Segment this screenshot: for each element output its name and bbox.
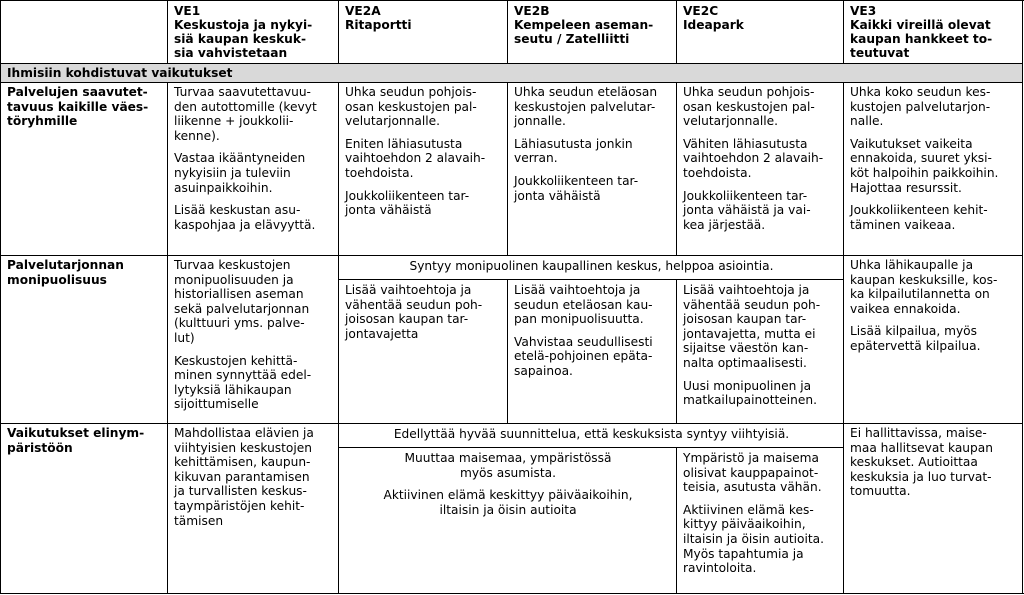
- vline-col1: [167, 0, 168, 64]
- row2-ve2c: [677, 281, 843, 416]
- vline-col5: [843, 0, 844, 64]
- row3-ve2c-p1: Ympäristö ja maisema olisivat kauppapainot- teisia, asutusta vähän.: [683, 451, 822, 495]
- row1-label-text: Palvelujen saavutet- tavuus kaikille väes- töryhmille: [7, 85, 149, 129]
- hline-row3-shared: [338, 447, 844, 448]
- row1-ve3-p2: Vaikutukset vaikeita ennakoida, suuret yksi- köt halpoihin paikkoihin. Hajottaa resurssit.: [850, 136, 999, 195]
- row3-ve2ab-p2: Aktiivinen elämä keskittyy päiväaikoihin, iltaisin ja öisin autioita: [383, 488, 633, 517]
- row2-ve1: [168, 256, 338, 420]
- row3-shared: [339, 424, 843, 446]
- row3-ve1-p1: Mahdollistaa elävien ja viihtyisien keskustojen kehittämisen, kaupun- kikuvan parantamisen ja turvallisten keskus- taympäristöjen kehit- tämisen: [174, 426, 314, 528]
- row2-ve3-p1: Uhka lähikaupalle ja kaupan keskuksille, kos- ka kilpailutilannetta on vaikea ennakoida.: [850, 258, 998, 316]
- hline-row2-bottom: [0, 423, 1023, 424]
- row2-label: [1, 256, 167, 295]
- row1-ve2c: [677, 83, 843, 240]
- row3-ve2ab-p1: Muuttaa maisemaa, ympäristössä myös asumista.: [404, 451, 612, 480]
- row1-ve2a-p2: Eniten lähiasutusta vaihtoehdon 2 alavaih- toehdoista.: [345, 136, 486, 180]
- row3-ve2c: [677, 449, 843, 584]
- hline-header-bottom: [0, 63, 1023, 64]
- row1-ve3-p1: Uhka koko seudun kes- kustojen palvelutarjon- nalle.: [850, 85, 991, 129]
- vline-col3-r2: [507, 280, 508, 424]
- row2-ve2b-p1: Lisää vaihtoehtoja ja seudun eteläosan kau- pan monipuolisuutta.: [514, 283, 653, 327]
- hline-row2-shared: [338, 279, 844, 280]
- row1-ve2b: [508, 83, 676, 211]
- row2-shared: [339, 256, 843, 278]
- vline-col4-r1: [676, 83, 677, 256]
- vline-col1-body: [167, 83, 168, 594]
- vline-col4-r3: [676, 448, 677, 594]
- table-border-left: [0, 0, 1, 594]
- row3-label-text: Vaikutukset elinym- päristöön: [7, 426, 145, 455]
- row3-ve3-p1: Ei hallittavissa, maise- maa hallitsevat kaupan keskukset. Autioittaa keskuksia ja luo turvat- tomuutta.: [850, 426, 993, 499]
- vline-col4-r2: [676, 280, 677, 424]
- header-ve2a: VE2A Ritaportti: [345, 4, 412, 32]
- header-col0: [1, 1, 167, 63]
- row1-ve2a-p3: Joukkoliikenteen tar- jonta vähäistä: [345, 188, 470, 218]
- table-border-bottom: [0, 593, 1024, 594]
- row2-ve3-p2: Lisää kilpailua, myös epätervettä kilpailua.: [850, 324, 981, 353]
- hline-section-bottom: [0, 82, 1023, 83]
- row2-ve2c-p2: Uusi monipuolinen ja matkailupainotteinen.: [683, 378, 817, 408]
- row1-ve1-p1: Turvaa saavutettavuu- den autottomille (kevyt liikenne + joukkolii- kenne).: [174, 85, 317, 143]
- row1-ve2a: [339, 83, 507, 226]
- row1-ve1-p2: Vastaa ikääntyneiden nykyisiin ja tuleviin asuinpaikkoihin.: [174, 151, 306, 195]
- table-border-top: [0, 0, 1024, 1]
- row1-ve2c-p1: Uhka seudun pohjois- osan keskustojen pal- velutarjonnalle.: [683, 85, 815, 129]
- table-border-right: [1022, 0, 1023, 594]
- row2-shared-text: Syntyy monipuolinen kaupallinen keskus, helppoa asiointia.: [409, 259, 774, 273]
- row3-label: [1, 424, 167, 463]
- header-ve2c: VE2C Ideapark: [683, 4, 744, 32]
- row3-ve2ab: [339, 449, 676, 525]
- vline-col2: [338, 0, 339, 64]
- row2-label-text: Palvelutarjonnan monipuolisuus: [7, 258, 124, 287]
- row1-ve2c-p3: Joukkoliikenteen tar- jonta vähäistä ja vai- kea järjestää.: [683, 188, 811, 232]
- row1-ve2a-p1: Uhka seudun pohjois- osan keskustojen pal- velutarjonnalle.: [345, 85, 477, 129]
- row3-ve2c-p2: Aktiivinen elämä kes- kittyy päiväaikoihin, iltaisin ja öisin autioita. Myös tapahtumia ja ravintoloita.: [683, 502, 824, 576]
- row2-ve2a: [339, 281, 507, 349]
- row1-ve1: [168, 83, 338, 240]
- vline-col5-body: [843, 83, 844, 594]
- section-title: Ihmisiin kohdistuvat vaikutukset: [1, 64, 1022, 82]
- row3-ve1: [168, 424, 338, 536]
- row2-ve1-p1: Turvaa keskustojen monipuolisuuden ja historiallisen aseman sekä palvelutarjonnan (kulttuuri yms. palve- lut): [174, 258, 310, 345]
- row2-ve2b: [508, 281, 676, 387]
- row2-ve2c-p1: Lisää vaihtoehtoja ja vähentää seudun poh- joisosan kaupan tar- jontavajetta, mutta ei sijaitse väestön kan- nalta optimaalisesti.: [683, 283, 821, 370]
- vline-col3-r1: [507, 83, 508, 256]
- row2-ve2a-p1: Lisää vaihtoehtoja ja vähentää seudun poh- joisosan kaupan tar- jontavajetta: [345, 283, 483, 341]
- row1-ve2c-p2: Vähiten lähiasutusta vaihtoehdon 2 alavaih- toehdoista.: [683, 136, 824, 180]
- row1-ve2b-p3: Joukkoliikenteen tar- jonta vähäistä: [514, 173, 639, 203]
- header-ve1: VE1 Keskustoja ja nykyi- siä kaupan keskuk- sia vahvistetaan: [174, 4, 313, 60]
- row1-ve2b-p2: Lähiasutusta jonkin verran.: [514, 136, 633, 166]
- row1-label: [1, 83, 167, 137]
- row1-ve1-p3: Lisää keskustan asu- kaspohjaa ja elävyyttä.: [174, 203, 316, 232]
- vline-col4-head: [676, 0, 677, 64]
- row2-ve2b-p2: Vahvistaa seudullisesti etelä-pohjoinen epäta- sapainoa.: [514, 334, 653, 378]
- row3-shared-text: Edellyttää hyvää suunnittelua, että keskuksista syntyy viihtyisiä.: [393, 427, 790, 441]
- row1-ve2b-p1: Uhka seudun eteläosan keskustojen palvelutar- jonnalle.: [514, 85, 658, 129]
- row1-ve3: [844, 83, 1022, 240]
- row3-ve3: [844, 424, 1022, 507]
- hline-row1-bottom: [0, 255, 1023, 256]
- row1-ve3-p3: Joukkoliikenteen kehit- täminen vaikeaa.: [850, 203, 988, 232]
- header-ve2b: VE2B Kempeleen aseman- seutu / Zatelliitti: [514, 4, 654, 46]
- row2-ve3: [844, 256, 1022, 362]
- vline-col2-body: [338, 83, 339, 594]
- vline-col3-head: [507, 0, 508, 64]
- header-ve3: VE3 Kaikki vireillä olevat kaupan hankkeet to- teutuvat: [850, 4, 993, 60]
- row2-ve1-p2: Keskustojen kehittä- minen synnyttää edel- lytyksiä lähikaupan sijoittumiselle: [174, 353, 312, 412]
